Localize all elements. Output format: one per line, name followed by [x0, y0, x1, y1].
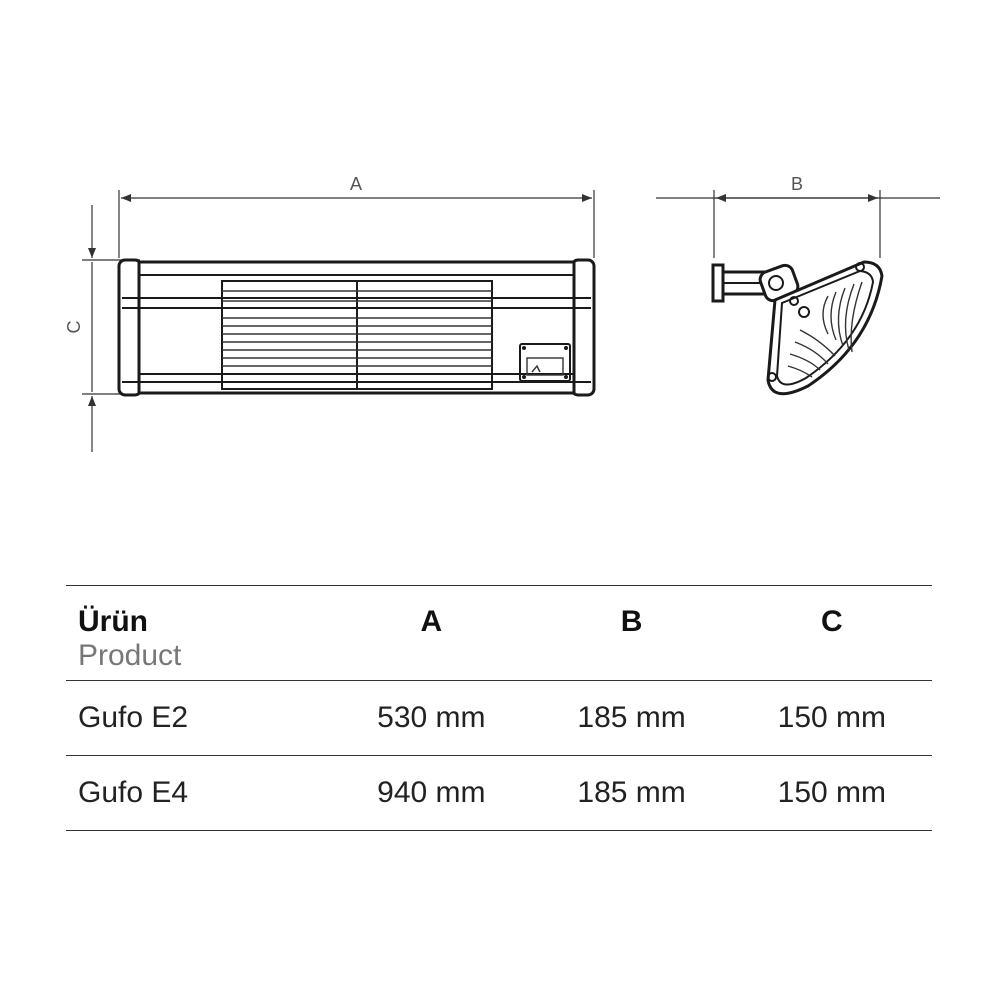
table-row	[66, 681, 932, 756]
a-cell: 940 mm	[377, 776, 486, 809]
c-cell: 150 mm	[777, 701, 887, 734]
c-cell: 150 mm	[777, 776, 887, 809]
dimension-c-label: C	[64, 320, 84, 334]
table-row	[66, 756, 932, 831]
dimension-b	[656, 174, 940, 258]
col-a-header	[331, 586, 531, 681]
heater-front-view	[119, 260, 594, 395]
product-header-en: Product	[78, 639, 182, 672]
b-cell: 185 mm	[577, 701, 686, 734]
b-cell: 185 mm	[577, 776, 686, 809]
col-a-header-label: A	[420, 605, 443, 638]
dimension-a	[119, 174, 594, 258]
a-cell: 530 mm	[377, 701, 486, 734]
dimension-a-label: A	[349, 174, 363, 194]
col-b-header-label: B	[620, 605, 643, 638]
product-cell: Gufo E4	[78, 776, 189, 809]
product-header-tr: Ürün	[78, 605, 148, 638]
product-cell: Gufo E2	[78, 701, 189, 734]
heater-side-view	[713, 262, 882, 394]
table-header-row	[66, 586, 932, 681]
col-c-header-label: C	[821, 605, 843, 638]
spec-table	[66, 585, 932, 831]
col-c-header	[732, 586, 932, 681]
col-b-header	[531, 586, 731, 681]
dimension-b-label: B	[790, 174, 804, 194]
product-header	[66, 586, 331, 681]
